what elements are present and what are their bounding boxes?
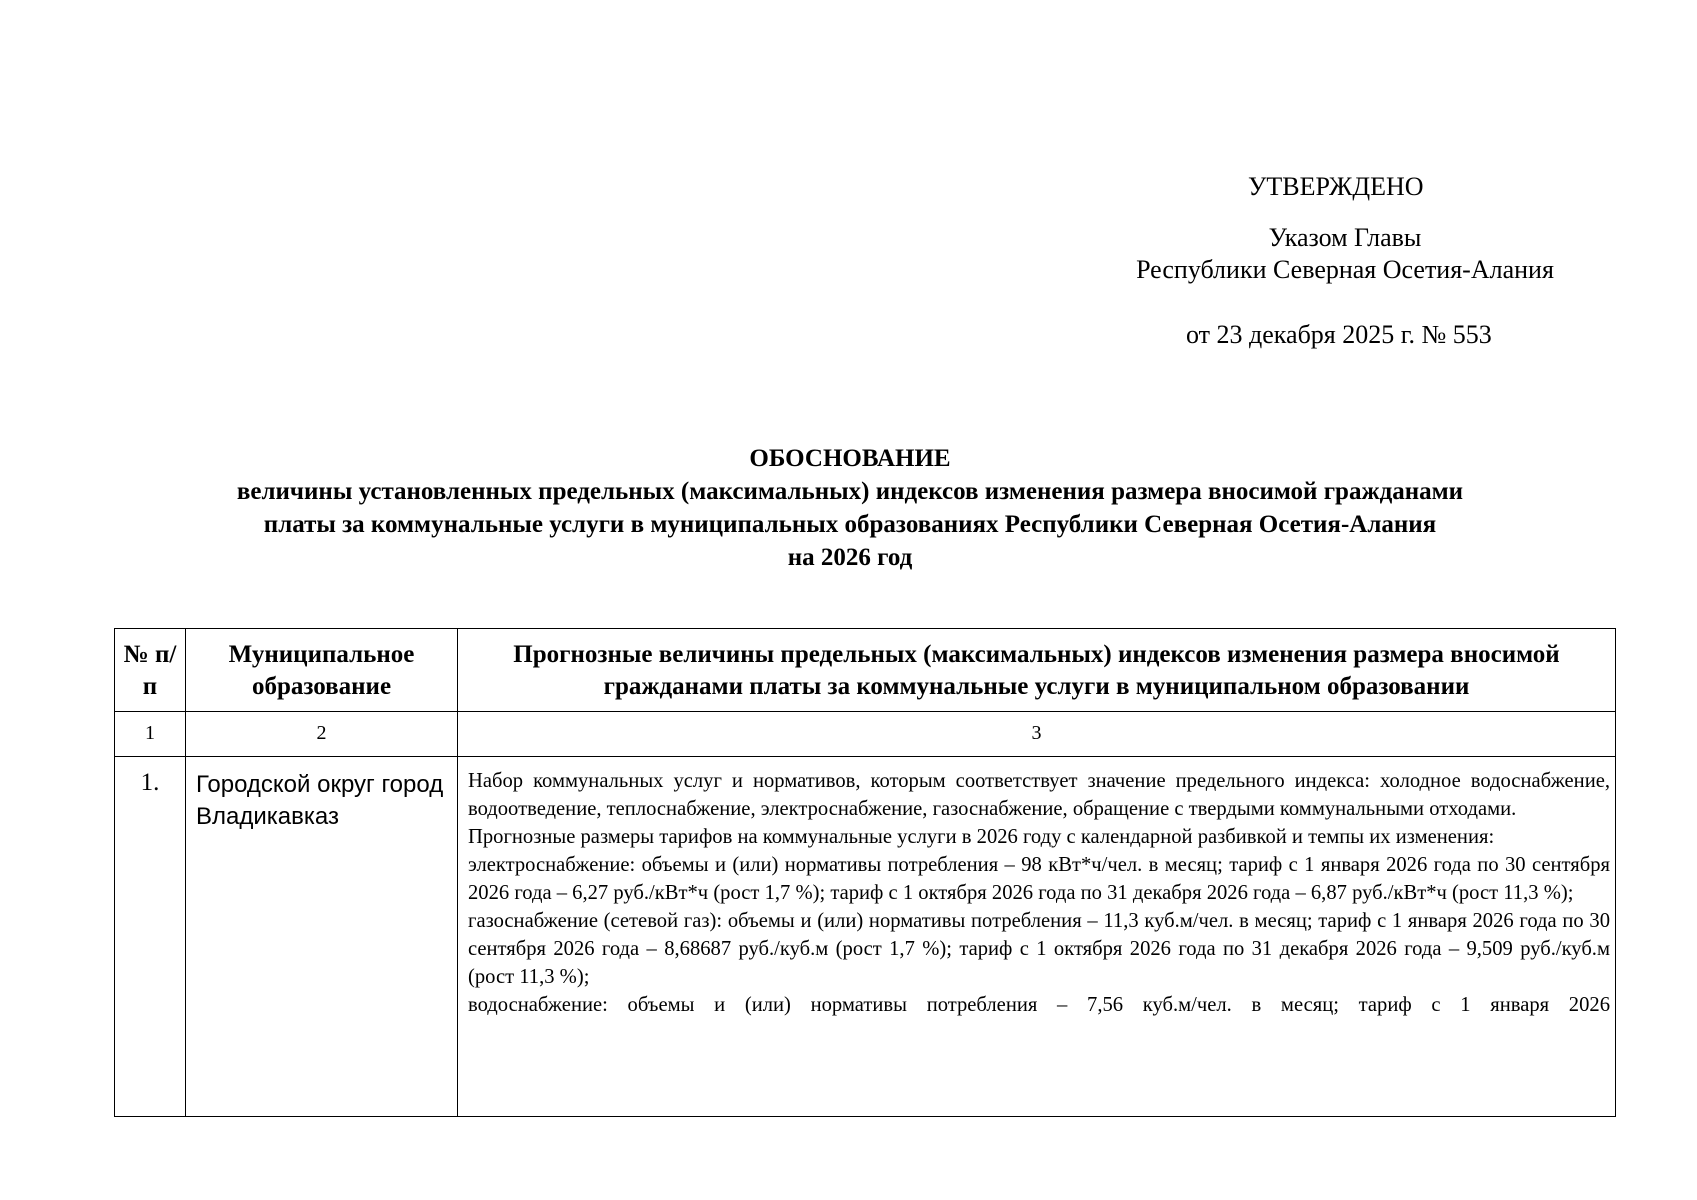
decree-reference (1100, 222, 1590, 286)
title-line-1: величины установленных предельных (максимальных) индексов изменения размера вносимой гражданами (236, 478, 1464, 505)
table-row (115, 757, 1616, 1117)
forecast-details (458, 757, 1616, 1117)
paragraph-electricity: электроснабжение: объемы и (или) нормативы потребления – 98 кВт*ч/чел. в месяц; тариф с 1 января 2026 года по 30 сентября 2026 года – 6,27 руб./кВт*ч (рост 1,7 %); тариф с 1 октября 2026 года по 31 декабря 2026 года – 6,87 руб./кВт*ч (рост 11,3 %); (468, 854, 1610, 904)
header-forecast: Прогнозные величины предельных (максимальных) индексов изменения размера вносимой гражданами платы за коммунальные услуги в муниципальном образовании (458, 629, 1616, 712)
column-number: 2 (186, 712, 458, 757)
decree-line-1: Указом Главы (1268, 223, 1422, 252)
paragraph-water: водоснабжение: объемы и (или) нормативы потребления – 7,56 куб.м/чел. в месяц; тариф с 1 января 2026 (468, 994, 1610, 1016)
paragraph-service-set: Набор коммунальных услуг и нормативов, которым соответствует значение предельного индекса: холодное водоснабжение, водоотведение, теплоснабжение, электроснабжение, газоснабжение, обращение с твердыми коммунальными отходами. (468, 770, 1610, 820)
title-heading: ОБОСНОВАНИЕ (749, 445, 951, 472)
paragraph-tariff-intro: Прогнозные размеры тарифов на коммунальные услуги в 2026 году с календарной разбивкой и темпы их изменения: (468, 826, 1495, 848)
justification-table (114, 628, 1616, 1117)
table-header-row (115, 629, 1616, 712)
column-number: 3 (458, 712, 1616, 757)
column-number: 1 (115, 712, 186, 757)
paragraph-gas: газоснабжение (сетевой газ): объемы и (или) нормативы потребления – 11,3 куб.м/чел. в месяц; тариф с 1 января 2026 года по 30 сентября 2026 года – 8,68687 руб./куб.м (рост 1,7 %); тариф с 1 октября 2026 года по 31 декабря 2026 года – 9,509 руб./куб.м (рост 11,3 %); (468, 910, 1610, 988)
header-municipality: Муниципальное образование (186, 629, 458, 712)
municipality-name: Городской округ город Владикавказ (186, 757, 458, 1117)
row-number: 1. (115, 757, 186, 1117)
title-line-3: на 2026 год (787, 544, 913, 571)
title-line-2: платы за коммунальные услуги в муниципальных образованиях Республики Северная Осетия-Алания (263, 511, 1437, 538)
approved-stamp-label: УТВЕРЖДЕНО (1248, 172, 1424, 201)
decree-date: от 23 декабря 2025 г. № 553 (1186, 320, 1492, 349)
decree-line-2: Республики Северная Осетия-Алания (1136, 255, 1554, 284)
column-number-row (115, 712, 1616, 757)
document-title (100, 442, 1600, 574)
header-num: № п/п (115, 629, 186, 712)
